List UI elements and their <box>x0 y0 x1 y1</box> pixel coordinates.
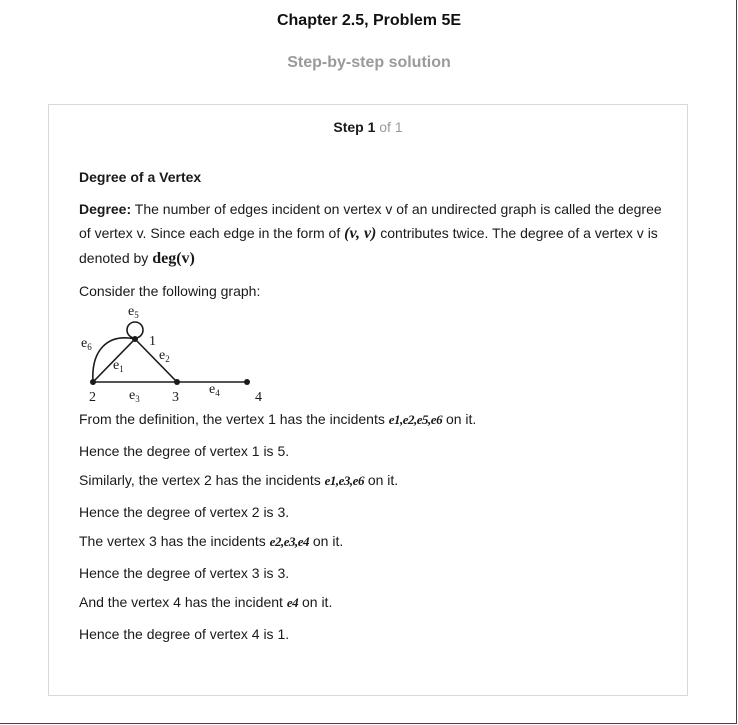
vertex-label-4: 4 <box>255 390 262 403</box>
edge-label-e2: $e_2$ <box>159 348 170 364</box>
vertex-label-2: 2 <box>89 390 96 403</box>
step-current: Step 1 <box>333 119 376 135</box>
definition-text-1: The number of edges incident on vertex v of an undirected graph is called the degree of vertex v. Since each edge in the form of <box>79 201 662 241</box>
vertex-1-dot <box>132 336 138 342</box>
step-total: of 1 <box>379 119 403 135</box>
math-vv: (v, v) <box>344 225 377 242</box>
vertex-3-dot <box>174 379 180 385</box>
degree-vertex-1: Hence the degree of vertex 1 is 5. <box>79 443 290 459</box>
degree-vertex-3: Hence the degree of vertex 3 is 3. <box>79 565 290 581</box>
math-incidents-2: e1,e3,e6 <box>324 473 364 488</box>
vertex-label-1: 1 <box>149 334 156 349</box>
graph-figure <box>77 301 267 403</box>
math-deg-v: deg(v) <box>152 250 195 267</box>
incidents-vertex-1: From the definition, the vertex 1 has the incidents e1,e2,e5,e6 on it. <box>79 411 477 427</box>
edge-label-e1: $e_1$ <box>113 358 124 374</box>
math-incidents-1: e1,e2,e5,e6 <box>388 412 443 427</box>
degree-vertex-2: Hence the degree of vertex 2 is 3. <box>79 504 290 520</box>
vertex-2-dot <box>90 379 96 385</box>
definition-paragraph <box>79 197 669 271</box>
incidents-vertex-2: Similarly, the vertex 2 has the incidents e1,e3,e6 on it. <box>79 472 399 488</box>
degree-vertex-4: Hence the degree of vertex 4 is 1. <box>79 626 290 642</box>
page-subtitle: Step-by-step solution <box>287 54 451 71</box>
consider-text: Consider the following graph: <box>79 283 261 299</box>
definition-text-2: contributes twice. The degree of a vertex v is denoted by <box>79 225 658 266</box>
solution-card <box>48 104 688 696</box>
section-heading: Degree of a Vertex <box>79 169 202 185</box>
math-incidents-4: e4 <box>286 595 299 610</box>
page-title: Chapter 2.5, Problem 5E <box>276 12 462 29</box>
edge-e5-loop <box>127 322 143 338</box>
edge-label-e3: $e_3$ <box>129 388 140 403</box>
edge-label-e5: $e_5$ <box>128 304 139 320</box>
incidents-vertex-3: The vertex 3 has the incidents e2,e3,e4 on it. <box>79 533 344 549</box>
incidents-vertex-4: And the vertex 4 has the incident e4 on it. <box>79 594 333 610</box>
vertex-label-3: 3 <box>172 390 179 403</box>
step-indicator <box>49 119 687 135</box>
definition-label: Degree: <box>79 201 132 217</box>
vertex-4-dot <box>244 379 250 385</box>
edge-e2 <box>135 339 177 382</box>
math-incidents-3: e2,e3,e4 <box>269 534 309 549</box>
edge-label-e6: $e_6$ <box>81 336 92 352</box>
solution-content <box>79 167 669 301</box>
edge-label-e4: $e_4$ <box>209 382 220 398</box>
